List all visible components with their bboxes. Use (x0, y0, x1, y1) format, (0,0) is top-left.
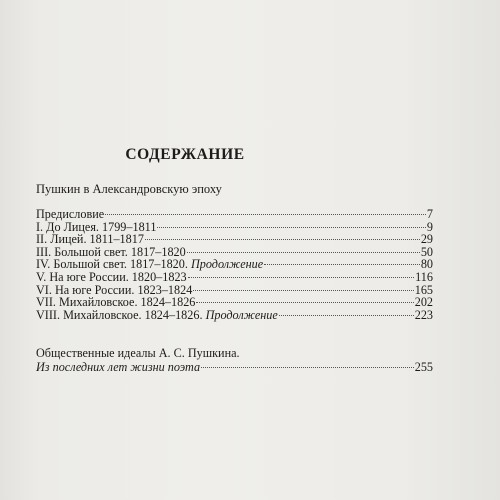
dot-leader (196, 302, 413, 303)
toc-page-number: 9 (426, 219, 433, 234)
dot-leader (201, 367, 414, 368)
toc-entry-label: II. Лицей. 1811–1817 (36, 232, 144, 247)
toc-page-number: 223 (414, 307, 433, 322)
section-heading-public-ideals: Общественные идеалы А. С. Пушкина. (36, 346, 240, 360)
dot-leader (157, 227, 425, 228)
toc-entry-label: Из последних лет жизни поэта (36, 360, 201, 374)
toc-entry-label: VII. Михайловское. 1824–1826 (36, 295, 196, 310)
toc-entry-label-main: VIII. Михайловское. 1824–1826. (36, 307, 206, 322)
dot-leader (187, 252, 420, 253)
toc-page-number: 29 (420, 232, 433, 247)
toc-entry-label (36, 309, 278, 322)
dot-leader (188, 277, 415, 278)
dot-leader (193, 290, 413, 291)
toc-page-number: 116 (415, 269, 433, 284)
bleed-through-text (275, 162, 278, 177)
page-title: СОДЕРЖАНИЕ (125, 146, 245, 163)
section-heading-pushkin-alexander-era: Пушкин в Александровскую эпоху (36, 182, 222, 196)
toc-entry-continuation: Продолжение (205, 307, 278, 322)
toc-entry (36, 309, 433, 322)
toc-entry (36, 233, 433, 246)
dot-leader (264, 264, 420, 265)
dot-leader (105, 214, 426, 215)
toc-entry-label: Предисловие (36, 207, 105, 221)
toc-entry-label-main: IV. Большой свет. 1817–1820. (36, 257, 191, 272)
toc-entry (36, 361, 433, 374)
toc-list (36, 208, 433, 321)
toc-entry-continuation: Продолжение (190, 257, 264, 272)
toc-entry-label: V. На юге России. 1820–1823 (36, 269, 187, 284)
dot-leader (145, 239, 420, 240)
toc-list-part2 (36, 361, 433, 374)
toc-page-number: 80 (420, 257, 433, 272)
toc-entry (36, 271, 433, 284)
toc-entry-label: I. До Лицея. 1799–1811 (36, 219, 157, 234)
toc-entry (36, 208, 433, 221)
toc-entry-label: III. Большой свет. 1817–1820 (36, 244, 186, 259)
dot-leader (279, 315, 414, 316)
toc-page-number: 7 (426, 207, 433, 221)
toc-page-number: 50 (420, 244, 433, 259)
toc-page-number: 165 (414, 282, 433, 297)
toc-entry-label: VI. На юге России. 1823–1824 (36, 282, 193, 297)
toc-page-number: 255 (414, 360, 433, 374)
toc-page-number: 202 (414, 295, 433, 310)
